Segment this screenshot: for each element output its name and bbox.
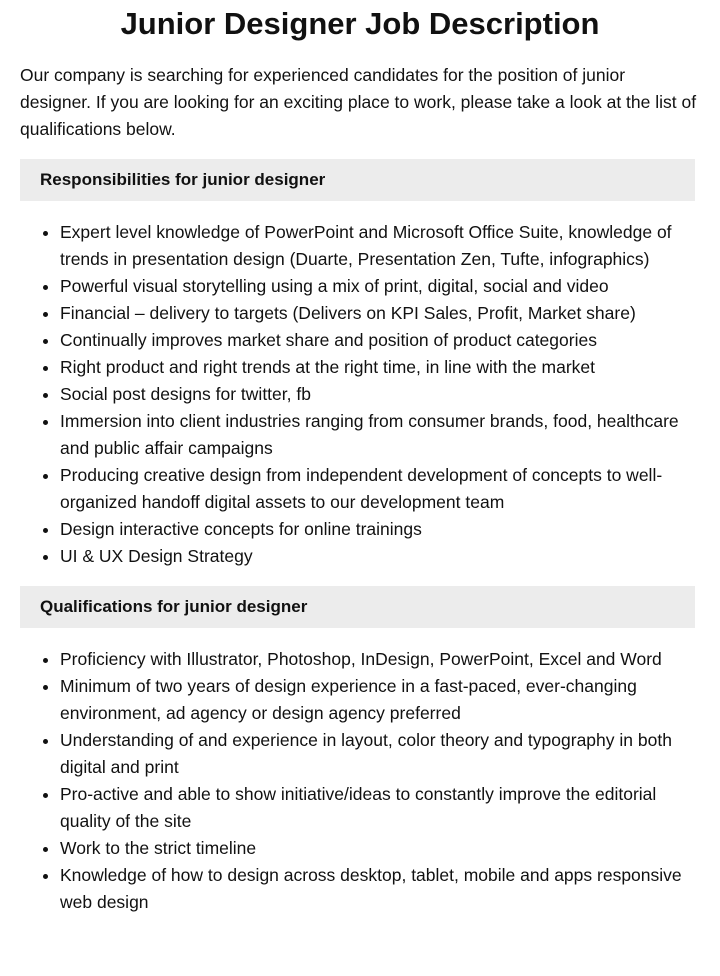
list-item: • Understanding of and experience in layout, color theory and typography in both digital and print — [60, 727, 700, 781]
list-item: • Design interactive concepts for online trainings — [60, 516, 700, 543]
section-list — [20, 646, 700, 916]
list-item: • Pro-active and able to show initiative/ideas to constantly improve the editorial quality of the site — [60, 781, 700, 835]
list-item: • Social post designs for twitter, fb — [60, 381, 700, 408]
list-item: • Right product and right trends at the right time, in line with the market — [60, 354, 700, 381]
section-heading: Responsibilities for junior designer — [20, 159, 695, 201]
list-item: • Producing creative design from independent development of concepts to well-organized handoff digital assets to our development team — [60, 462, 700, 516]
section-heading: Qualifications for junior designer — [20, 586, 695, 628]
list-item: • Work to the strict timeline — [60, 835, 700, 862]
intro-paragraph: Our company is searching for experienced candidates for the position of junior designer. If you are looking for an exciting place to work, please take a look at the list of qualifications below. — [20, 65, 697, 139]
list-item: • Continually improves market share and position of product categories — [60, 327, 700, 354]
list-item: • Minimum of two years of design experience in a fast-paced, ever-changing environment, ad agency or design agency preferred — [60, 673, 700, 727]
list-item: • Immersion into client industries ranging from consumer brands, food, healthcare and public affair campaigns — [60, 408, 700, 462]
list-item: • UI & UX Design Strategy — [60, 543, 700, 570]
list-item: • Expert level knowledge of PowerPoint and Microsoft Office Suite, knowledge of trends in presentation design (Duarte, Presentation Zen, Tufte, infographics) — [60, 219, 700, 273]
list-item: • Knowledge of how to design across desktop, tablet, mobile and apps responsive web design — [60, 862, 700, 916]
section-list — [20, 219, 700, 570]
list-item: • Financial – delivery to targets (Delivers on KPI Sales, Profit, Market share) — [60, 300, 700, 327]
list-item: • Proficiency with Illustrator, Photoshop, InDesign, PowerPoint, Excel and Word — [60, 646, 700, 673]
list-item: • Powerful visual storytelling using a mix of print, digital, social and video — [60, 273, 700, 300]
page-title: Junior Designer Job Description — [120, 6, 600, 41]
